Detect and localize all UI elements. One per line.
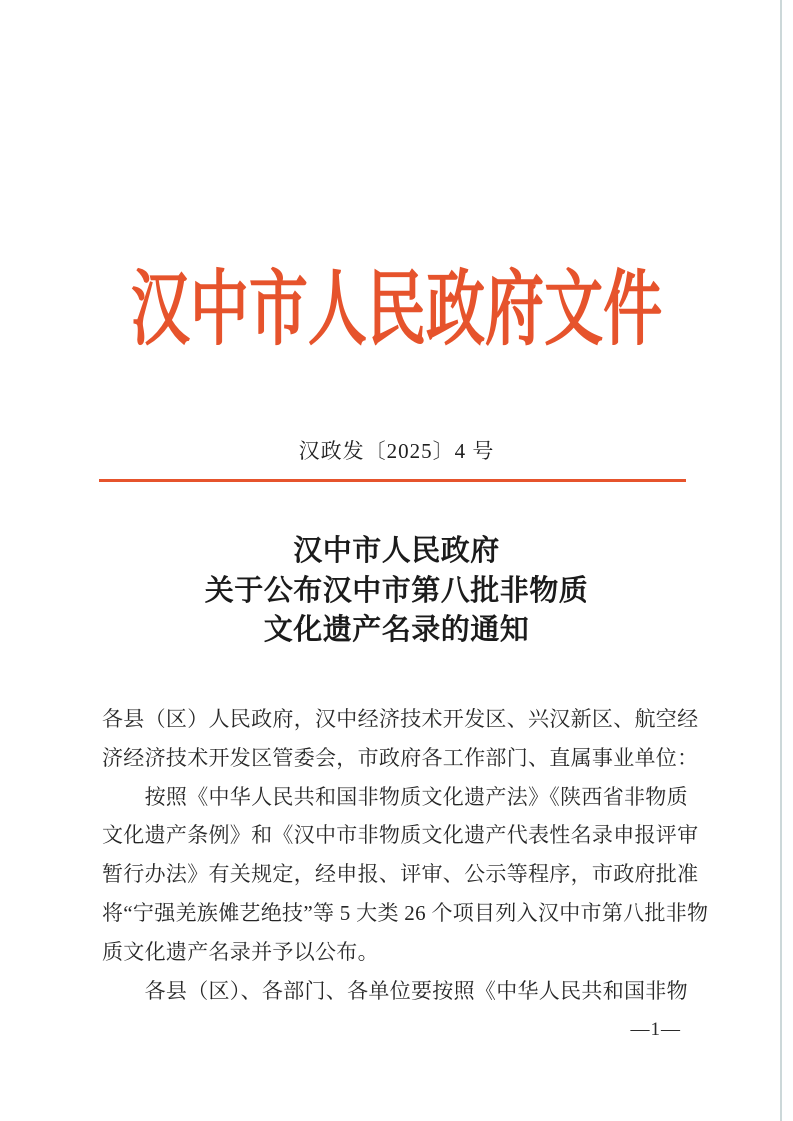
body-line: 质文化遗产名录并予以公布。 bbox=[102, 939, 379, 964]
body-line: 按照《中华人民共和国非物质文化遗产法》《陕西省非物质 bbox=[102, 784, 688, 809]
document-title bbox=[99, 532, 694, 651]
red-divider-rule bbox=[99, 479, 686, 482]
document-body bbox=[102, 700, 709, 1010]
scanner-edge-artifact bbox=[780, 0, 782, 1121]
body-line: 文化遗产条例》和《汉中市非物质文化遗产代表性名录申报评审 bbox=[102, 823, 699, 848]
page-number: —1— bbox=[630, 1019, 681, 1040]
body-line: 将“宁强羌族傩艺绝技”等 5 大类 26 个项目列入汉中市第八批非物 bbox=[102, 900, 709, 925]
document-number: 汉政发〔2025〕4 号 bbox=[298, 439, 495, 463]
body-line: 各县（区）人民政府，汉中经济技术开发区、兴汉新区、航空经 bbox=[102, 707, 699, 731]
document-title-line-2: 关于公布汉中市第八批非物质 bbox=[204, 574, 589, 607]
body-line: 济经济技术开发区管委会，市政府各工作部门、直属事业单位： bbox=[102, 745, 699, 770]
body-line: 各县（区）、各部门、各单位要按照《中华人民共和国非物 bbox=[102, 978, 688, 1003]
document-title-line-1: 汉中市人民政府 bbox=[293, 535, 500, 567]
red-header-banner-title: 汉中市人民政府文件 bbox=[130, 264, 663, 355]
body-line: 暂行办法》有关规定，经申报、评审、公示等程序，市政府批准 bbox=[102, 862, 699, 887]
document-title-line-3: 文化遗产名录的通知 bbox=[263, 614, 530, 646]
